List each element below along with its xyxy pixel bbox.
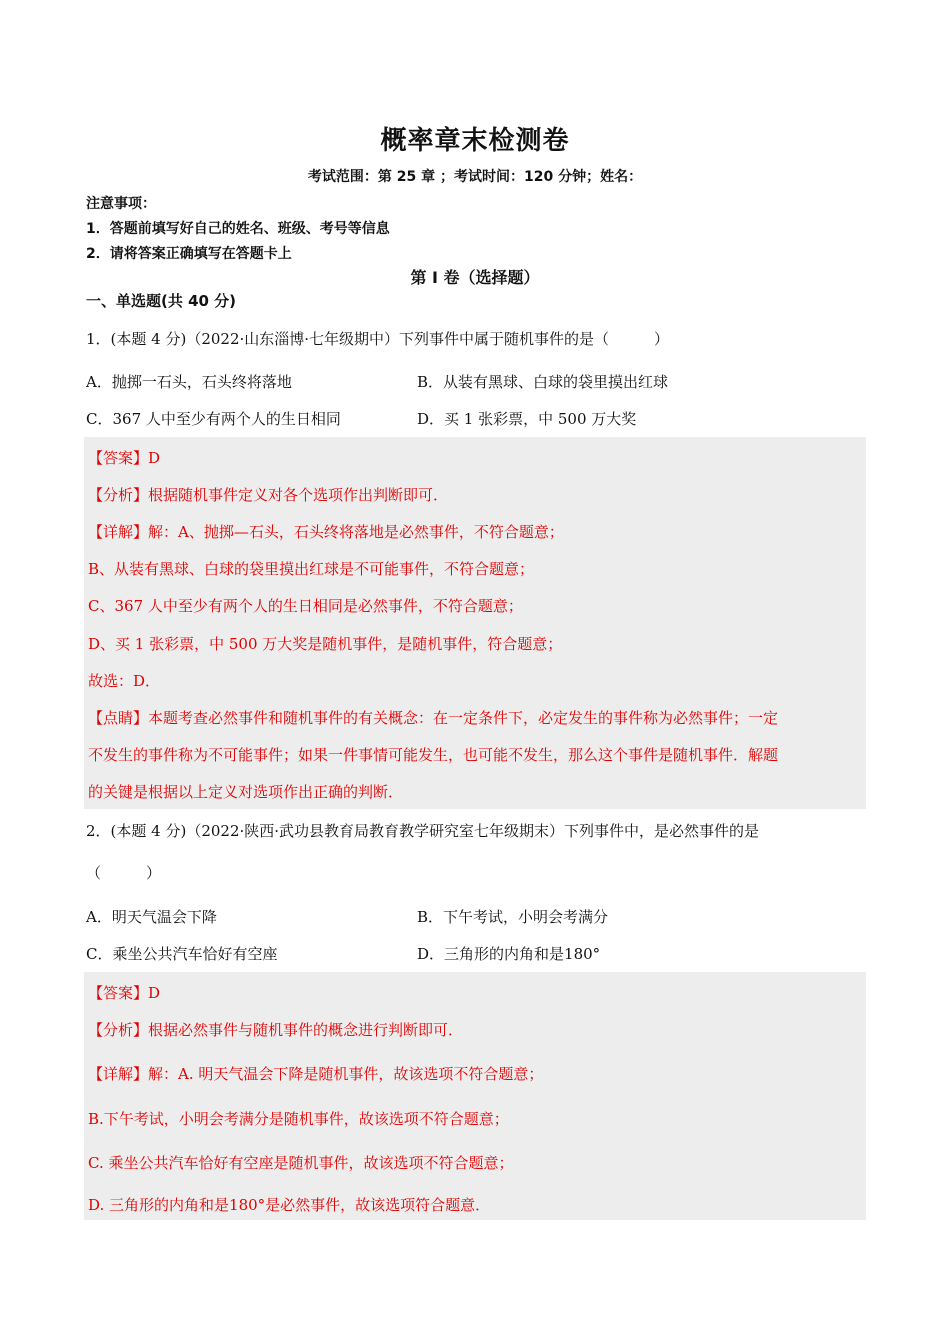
question-2-stem: 2．(本题 4 分)（2022·陕西·武功县教育局教育教学研究室七年级期末）下列事件中，是必然事件的是 bbox=[86, 822, 760, 840]
detail-line: 【详解】解：A、抛掷—石头，石头终将落地是必然事件，不符合题意； bbox=[88, 523, 564, 541]
detail-line: B.下午考试，小明会考满分是随机事件，故该选项不符合题意； bbox=[88, 1110, 509, 1128]
answer-line: 【答案】D bbox=[88, 984, 161, 1002]
question-2-option-d: D．三角形的内角和是180° bbox=[417, 945, 601, 963]
question-2-solution bbox=[84, 972, 866, 1220]
detail-line: C、367 人中至少有两个人的生日相同是必然事件，不符合题意； bbox=[88, 597, 523, 615]
page-title: 概率章末检测卷 bbox=[380, 126, 570, 156]
question-1-solution bbox=[84, 437, 866, 809]
detail-line: 【详解】解：A. 明天气温会下降是随机事件，故该选项不符合题意； bbox=[88, 1065, 544, 1083]
answer-line: 【答案】D bbox=[88, 449, 161, 467]
analysis-line: 【分析】根据必然事件与随机事件的概念进行判断即可． bbox=[88, 1021, 464, 1039]
question-1-stem: 1．(本题 4 分)（2022·山东淄博·七年级期中）下列事件中属于随机事件的是（ ） bbox=[86, 330, 670, 348]
question-2-option-a: A．明天气温会下降 bbox=[86, 908, 217, 926]
detail-line: D. 三角形的内角和是180°是必然事件，故该选项符合题意． bbox=[88, 1196, 491, 1214]
detail-line: B、从装有黑球、白球的袋里摸出红球是不可能事件，不符合题意； bbox=[88, 560, 535, 578]
exam-info: 考试范围：第 25 章 ；考试时间：120 分钟；姓名： bbox=[307, 169, 643, 185]
comment-line: 【点睛】本题考查必然事件和随机事件的有关概念：在一定条件下，必定发生的事件称为必然事件；一定 bbox=[88, 709, 779, 727]
question-1-option-d: D．买 1 张彩票，中 500 万大奖 bbox=[417, 410, 637, 428]
question-1-option-a: A．抛掷一石头，石头终将落地 bbox=[86, 373, 292, 391]
detail-line: C. 乘坐公共汽车恰好有空座是随机事件，故该选项不符合题意； bbox=[88, 1154, 514, 1172]
notes-block bbox=[86, 192, 390, 267]
part-title: 一、单选题(共 40 分) bbox=[86, 292, 237, 310]
notes-item: 1．答题前填写好自己的姓名、班级、考号等信息 bbox=[86, 221, 390, 237]
question-1-option-c: C．367 人中至少有两个人的生日相同 bbox=[86, 410, 341, 428]
question-1-option-b: B．从装有黑球、白球的袋里摸出红球 bbox=[417, 373, 669, 391]
notes-heading: 注意事项： bbox=[86, 196, 156, 212]
question-2-blank: （ ） bbox=[86, 864, 162, 882]
conclusion-line: 故选：D． bbox=[88, 672, 161, 690]
section-title: 第 I 卷（选择题） bbox=[410, 268, 540, 287]
notes-item: 2．请将答案正确填写在答题卡上 bbox=[86, 246, 292, 262]
comment-line: 不发生的事件称为不可能事件；如果一件事情可能发生，也可能不发生，那么这个事件是随机事件．解题 bbox=[88, 746, 779, 764]
detail-line: D、买 1 张彩票，中 500 万大奖是随机事件，是随机事件，符合题意； bbox=[88, 635, 563, 653]
question-2-option-c: C．乘坐公共汽车恰好有空座 bbox=[86, 945, 278, 963]
analysis-line: 【分析】根据随机事件定义对各个选项作出判断即可． bbox=[88, 486, 449, 504]
comment-line: 的关键是根据以上定义对选项作出正确的判断． bbox=[88, 783, 404, 801]
question-2-option-b: B．下午考试，小明会考满分 bbox=[417, 908, 609, 926]
